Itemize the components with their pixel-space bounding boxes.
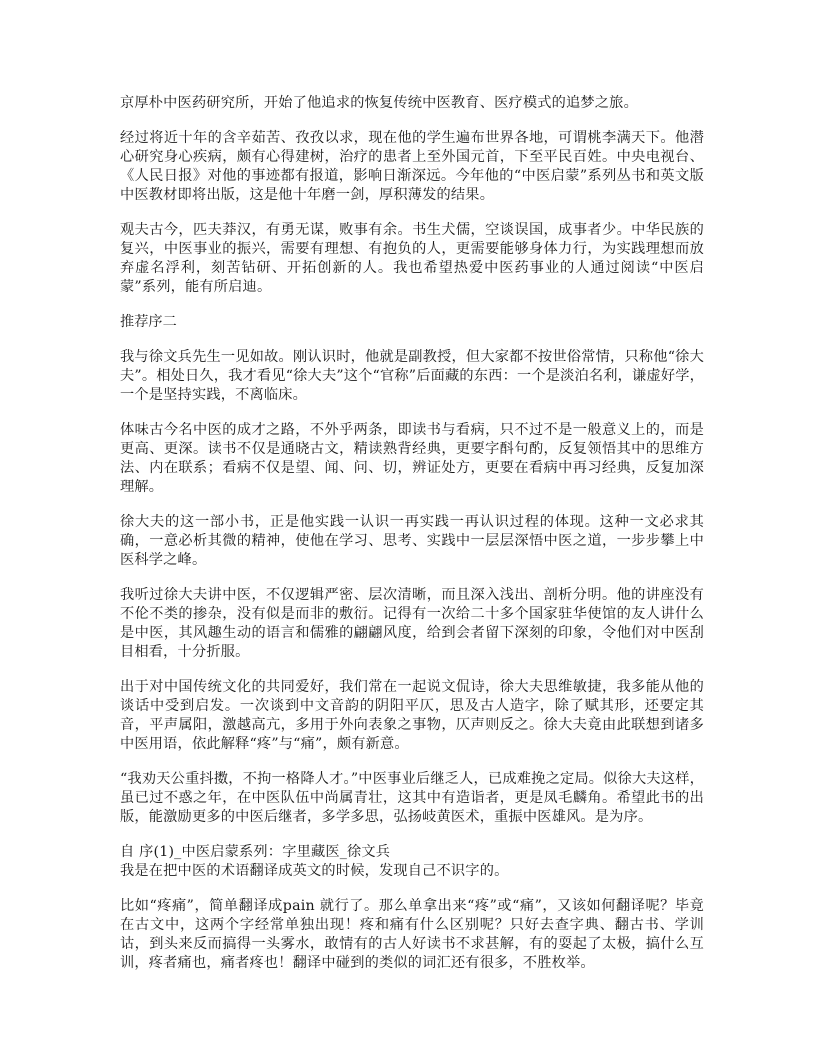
paragraph: 经过将近十年的含辛茹苦、孜孜以求，现在他的学生遍布世界各地，可谓桃李满天下。他潜心研究身心疾病，颇有心得建树，治疗的患者上至外国元首，下至平民百姓。中央电视台、《人民日报》对他的事迹都有报道，影响日渐深远。今年他的“中医启蒙”系列丛书和英文版中医教材即将出版，这是他十年磨一剑，厚积薄发的结果。: [120, 130, 704, 203]
paragraph: 京厚朴中医药研究所，开始了他追求的恢复传统中医教育、医疗模式的追梦之旅。: [120, 95, 638, 111]
section-heading: 推荐序二: [120, 314, 177, 330]
document-page: [120, 94, 704, 989]
paragraph: 观夫古今，匹夫莽汉，有勇无谋，败事有余。书生犬儒，空谈误国，成事者少。中华民族的复兴，中医事业的振兴，需要有理想、有抱负的人，更需要能够身体力行，为实践理想而放弃虚名浮利，刻苦钻研、开拓创新的人。我也希望热爱中医药事业的人通过阅读“中医启蒙”系列，能有所启迪。: [120, 222, 704, 295]
paragraph: 比如“疼痛”，简单翻译成pain 就行了。那么单拿出来“疼”或“痛”，又该如何翻译呢？毕竟在古文中，这两个字经常单独出现！疼和痛有什么区别呢？只好去查字典、翻古书、学训诂，到头来反而搞得一头雾水，敢情有的古人好读书不求甚解，有的耍起了太极，搞什么互训，疼者痛也，痛者疼也！翻译中碰到的类似的词汇还有很多，不胜枚举。: [120, 898, 704, 971]
paragraph: “我劝天公重抖擞，不拘一格降人才。”中医事业后继乏人，已成难挽之定局。似徐大夫这样，虽已过不惑之年，在中医队伍中尚属青壮，这其中有造诣者，更是凤毛麟角。希望此书的出版，能激励更多的中医后继者，多学多思，弘扬岐黄医术，重振中医雄风。是为序。: [120, 771, 704, 825]
paragraph: 体味古今名中医的成才之路，不外乎两条，即读书与看病，只不过不是一般意义上的，而是更高、更深。读书不仅是通晓古文，精读熟背经典，更要字酙句酌，反复领悟其中的思维方法、内在联系；看病不仅是望、闻、问、切，辨证处方，更要在看病中再习经典，反复加深理解。: [120, 422, 704, 495]
paragraph: 出于对中国传统文化的共同爱好，我们常在一起说文侃诗，徐大夫思维敏捷，我多能从他的谈话中受到启发。一次谈到中文音韵的阴阳平仄，思及古人造字，除了赋其形，还要定其音，平声属阳，激越高亢，多用于外向表象之事物，仄声则反之。徐大夫竟由此联想到诸多中医用语，依此解释“疼”与“痛”，颇有新意。: [120, 679, 704, 752]
paragraph: 徐大夫的这一部小书，正是他实践一认识一再实践一再认识过程的体现。这种一文必求其确，一意必析其微的精神，使他在学习、思考、实践中一层层深悟中医之道，一步步攀上中医科学之峰。: [120, 514, 704, 568]
paragraph: 我听过徐大夫讲中医，不仅逻辑严密、层次清晰，而且深入浅出、剖析分明。他的讲座没有不伦不类的掺杂，没有似是而非的敷衍。记得有一次给二十多个国家驻华使馆的友人讲什么是中医，其风趣生动的语言和儒雅的翩翩风度，给到会者留下深刻的印象，令他们对中医刮目相看，十分折服。: [120, 587, 704, 660]
preface-first-line: 我是在把中医的术语翻译成英文的时候，发现自己不识字的。: [120, 863, 509, 879]
paragraph: 我与徐文兵先生一见如故。刚认识时，他就是副教授，但大家都不按世俗常情，只称他“徐大夫”。相处日久，我才看见“徐大夫”这个“官称”后面藏的东西：一个是淡泊名利，谦虚好学，一个是坚持实践，不离临床。: [120, 349, 704, 403]
preface-title: 自 序(1)_中医启蒙系列：字里藏医_徐文兵: [120, 844, 391, 860]
